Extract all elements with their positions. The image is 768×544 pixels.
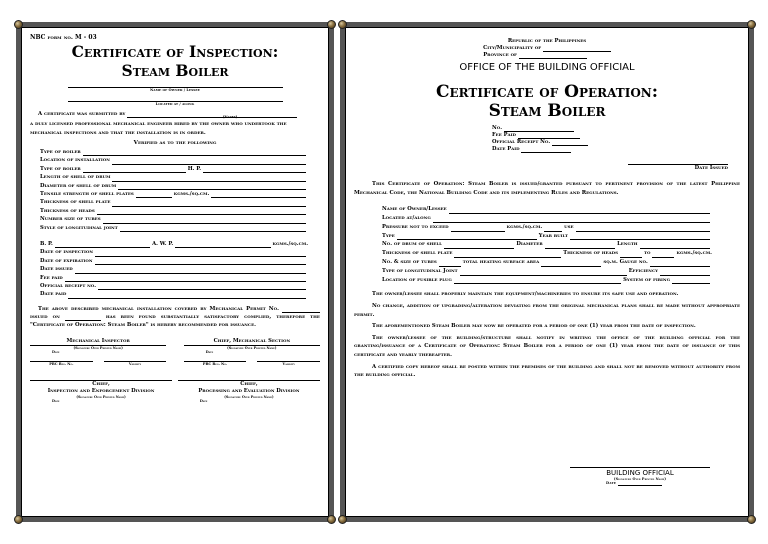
signatory-sub: (Signature Over Printed Name) [73, 345, 123, 350]
field-row [40, 173, 308, 181]
field-label: Type [382, 232, 395, 239]
signatories-top [30, 338, 320, 366]
mechanical-inspector-signature[interactable] [30, 338, 166, 366]
field-label: Date paid [40, 291, 67, 298]
field-input[interactable] [175, 242, 270, 248]
field-input[interactable] [98, 284, 306, 290]
engineer-name-field[interactable] [127, 112, 297, 118]
signatory-title: Chief, [30, 380, 172, 388]
field-row [382, 240, 712, 249]
field-row [40, 257, 308, 265]
field-label: total heating surface area [462, 258, 540, 265]
field-row [40, 207, 308, 215]
field-input[interactable] [118, 184, 306, 190]
field-row [40, 165, 308, 173]
notify-paragraph: The owner/lessee of the building/structure shall notify in writing the office of the building official for the granting/issuance of a Certificate of Operation: Steam Boiler for a period of one (1) year from the date of issuance of this certificate and yearly thereafter. [354, 334, 740, 358]
form-number: NBC form no. M - 03 [30, 34, 97, 41]
operation-title-line-1: Certificate of Operation: [435, 82, 659, 102]
rivet-icon [14, 20, 23, 29]
field-row [40, 274, 308, 282]
field-input[interactable] [652, 252, 674, 258]
owner-caption: Name of Owner / Lessee [150, 88, 200, 92]
signatory-division: Processing and Evaluation Division [198, 387, 300, 394]
field-row [40, 224, 308, 232]
field-label: Length [617, 241, 638, 248]
field-label: Thickness of shell plate [40, 199, 111, 206]
field-input[interactable] [650, 261, 710, 267]
field-label: Type of boiler [40, 148, 81, 155]
field-unit: kgms./sq.cm. [173, 190, 210, 197]
field-label: to [644, 250, 651, 257]
date-issued-label: Date Issued [694, 165, 728, 171]
field-row [40, 282, 308, 290]
field-input[interactable] [449, 208, 710, 214]
republic-heading: Republic of the Philippines [507, 38, 587, 44]
field-input[interactable] [83, 150, 306, 156]
field-label: Year built [538, 232, 568, 239]
field-label: sq.m. Gauge no. [603, 258, 648, 265]
signatory-division: Inspection and Enforcement Division [47, 387, 155, 394]
field-label: Diameter of shell of drum [40, 182, 117, 189]
field-row [40, 148, 308, 156]
submitted-by-row [30, 110, 320, 118]
field-label: Diameter [516, 241, 543, 248]
inspection-certificate-paper [21, 27, 329, 517]
field-row [40, 182, 308, 190]
field-label: No. of drum of shell [382, 241, 442, 248]
receipt-label: Official Receipt No. [492, 139, 551, 145]
field-row [382, 205, 712, 214]
signatory-date: Date [205, 350, 214, 355]
office-heading: OFFICE OF THE BUILDING OFFICIAL [459, 62, 635, 73]
issued-on-label: issued on [30, 314, 60, 321]
chief-inspection-signature[interactable] [30, 380, 172, 404]
rivet-icon [338, 20, 347, 29]
field-row [382, 258, 712, 267]
field-unit: kgms./sq.cm. [506, 223, 543, 230]
field-row [40, 240, 308, 248]
field-label: A. W. P. [152, 240, 174, 247]
field-row [382, 276, 712, 285]
field-input[interactable] [120, 226, 306, 232]
receipt-block [492, 125, 740, 153]
building-official-signature[interactable] [570, 467, 710, 487]
verification-fields [40, 148, 308, 299]
rivet-icon [747, 20, 756, 29]
date-paid-field[interactable] [521, 147, 571, 153]
rivet-icon [327, 515, 336, 524]
field-row [40, 290, 308, 298]
verified-heading: Verified as to the following [133, 139, 217, 146]
field-label: Date of expiration [40, 257, 93, 264]
field-row [382, 267, 712, 276]
field-label: Pressure not to exceed [382, 223, 449, 230]
field-input[interactable] [672, 278, 710, 284]
field-unit: kgms./sq.cm. [272, 240, 309, 247]
signatories-bottom [30, 380, 320, 404]
field-input[interactable] [68, 293, 306, 299]
field-label: Location of installation [40, 157, 110, 164]
rivet-icon [14, 515, 23, 524]
field-input[interactable] [576, 226, 710, 232]
field-input[interactable] [95, 251, 306, 257]
field-input[interactable] [460, 270, 627, 276]
field-label: Located at/along [382, 214, 431, 221]
permit-no-field[interactable] [282, 307, 320, 313]
field-row [382, 223, 712, 232]
field-input[interactable] [570, 234, 710, 240]
field-input[interactable] [112, 201, 306, 207]
field-row [382, 232, 712, 241]
field-input[interactable] [444, 243, 514, 249]
field-unit: kgms./sq.cm. [676, 250, 712, 257]
signatory-date: Date [52, 399, 60, 404]
field-label: Efficiency [628, 267, 658, 274]
field-row [40, 190, 308, 198]
field-label: Thickness of heads [40, 207, 95, 214]
field-label: System of firing [623, 276, 670, 283]
field-row [40, 265, 308, 273]
province-label: Province of [483, 52, 517, 58]
recommendation-text-1: The above described mechanical installation covered by Mechanical Permit No. [38, 305, 279, 312]
field-input[interactable] [454, 278, 621, 284]
operation-fields [382, 205, 712, 284]
prc-reg-label: PRC Reg. No. [184, 361, 247, 366]
field-label: Location of fusible plug [382, 276, 452, 283]
field-input[interactable] [541, 261, 601, 267]
field-label: Style of longitudinal joint [40, 224, 118, 231]
building-official-sub: (Signature Over Printed Name) [613, 476, 667, 481]
fee-label: Fee Paid [492, 132, 516, 138]
field-label: Name of Owner/Lessee [382, 206, 447, 213]
recommendation-paragraph [30, 305, 320, 330]
validity-label: Validity [257, 361, 320, 366]
maintenance-paragraph: The owner/lessee shall properly maintain the equipment/machineries to ensure its safe use and operation. [372, 291, 679, 298]
signatory-sub: (Signature Over Printed Name) [76, 394, 126, 399]
signatory-sub: (Signature Over Printed Name) [227, 345, 277, 350]
inspection-title-line-1: Certificate of Inspection: [71, 42, 279, 61]
rivet-icon [338, 515, 347, 524]
field-input[interactable] [65, 276, 306, 282]
field-label: Length of shell of drum [40, 174, 111, 181]
field-label: Date of inspection [40, 249, 93, 256]
rivet-icon [327, 20, 336, 29]
inspection-certificate-panel [16, 22, 334, 522]
signatory-date: Date [52, 350, 60, 355]
field-label: Type of longitudinal Joint [382, 267, 458, 274]
field-row [40, 248, 308, 256]
field-input[interactable] [112, 159, 306, 165]
field-label: No. & size of tubes [382, 258, 437, 265]
no-change-paragraph: No change, addition of upgrading/alteration deviating from the original mechanical plans shall be made without appropriate permit. [354, 302, 740, 318]
date-issued-block [354, 159, 728, 172]
field-label: Thickness of heads [563, 250, 619, 257]
building-official-date-field[interactable] [618, 482, 662, 486]
operation-certificate-panel [340, 22, 754, 522]
field-input[interactable] [97, 209, 306, 215]
recommendation-text-2: been found substantially satisfactory complied, therefore the "Certificate of Operation: Steam Boiler" is hereby recommended for issuance. [30, 314, 320, 329]
field-input[interactable] [75, 268, 306, 274]
prc-reg-label: PRC Reg. No. [30, 361, 93, 366]
field-label: Thickness of shell plate [382, 250, 453, 257]
field-row [40, 215, 308, 223]
operation-certificate-paper [345, 27, 749, 517]
receipt-row [492, 146, 740, 153]
has-label: has [105, 314, 116, 321]
signatory-title: Chief, [178, 380, 320, 388]
name-caption: (Name) [222, 115, 238, 120]
field-input[interactable] [211, 192, 306, 198]
field-label: Tensile strength of shell plates [40, 190, 134, 197]
chief-mechanical-signature[interactable] [184, 338, 320, 366]
location-caption: Located at / along [155, 102, 195, 106]
operation-period-paragraph: The aforementioned Steam Boiler may now be operated for a period of one (1) year from the date of inspection. [372, 323, 696, 330]
field-label: Date issued [40, 266, 73, 273]
field-row [382, 214, 712, 223]
province-field[interactable] [519, 53, 587, 59]
inspection-title-line-2: Steam Boiler [121, 61, 229, 80]
rivet-icon [747, 515, 756, 524]
field-label: use [564, 223, 574, 230]
no-label: No. [492, 125, 503, 131]
field-input[interactable] [136, 192, 172, 198]
field-label: Official receipt no. [40, 282, 97, 289]
date-paid-label: Date Paid [492, 146, 520, 152]
field-row [382, 249, 712, 258]
province-row [345, 52, 740, 59]
building-official-date-label: Date [606, 481, 617, 485]
signatory-title: Mechanical Inspector [30, 338, 166, 346]
building-official-title: BUILDING OFFICIAL [570, 467, 710, 477]
posting-paragraph: A certified copy hereof shall be posted within the premises of the building and shall not be removed without authority from the building official. [354, 363, 740, 379]
receipt-row [492, 125, 740, 132]
field-label: B. P. [40, 240, 53, 247]
field-label: Type of boiler [40, 165, 81, 172]
signatory-sub: (Signature Over Printed Name) [224, 394, 274, 399]
field-label: Number size of tubes [40, 216, 101, 223]
field-input[interactable] [203, 167, 306, 173]
field-label: H. P. [187, 165, 202, 172]
receipt-row [492, 139, 740, 146]
city-row [354, 45, 740, 52]
field-input[interactable] [112, 176, 306, 182]
issued-on-field[interactable] [65, 315, 101, 321]
operation-title-line-2: Steam Boiler [488, 101, 606, 121]
building-official-date-row [606, 481, 710, 486]
signatory-date: Date [199, 399, 208, 404]
field-row [40, 198, 308, 206]
receipt-row [492, 132, 740, 139]
field-input[interactable] [95, 259, 306, 265]
field-input[interactable] [451, 226, 505, 232]
licensed-paragraph: a duly licensed professional mechanical engineer hired by the owner who undertook the mechanical inspections and that the installation is in order. [30, 121, 287, 136]
intro-paragraph: This Certificate of Operation: Steam Boiler is issued/granted pursuant to pertinent provision of the latest Philippine Mechanical Code, the National Building Code and its implementing Rules and Regulations. [354, 181, 740, 196]
chief-processing-signature[interactable] [178, 380, 320, 404]
field-row [40, 156, 308, 164]
field-input[interactable] [103, 218, 306, 224]
city-label: City/Municipality of [483, 45, 542, 51]
field-label: Fee paid [40, 274, 63, 281]
submitted-by-label: A certificate was submitted by [38, 111, 126, 117]
signatory-title: Chief, Mechanical Section [184, 338, 320, 346]
validity-label: Validity [104, 361, 167, 366]
